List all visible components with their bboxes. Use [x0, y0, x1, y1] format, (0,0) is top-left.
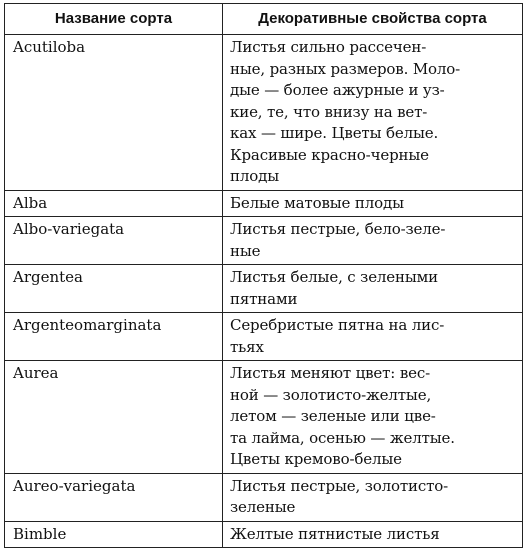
table-row: [5, 361, 523, 474]
header-decorative-properties: Декоративные свойства сорта: [223, 4, 523, 35]
description-line: зеленые: [230, 498, 296, 516]
table-header: [5, 4, 523, 35]
table-body: [5, 35, 523, 548]
table-row: [5, 217, 523, 265]
description-line: Листья белые, с зелеными: [230, 268, 439, 286]
description-line: ные, разных размеров. Моло-: [230, 59, 461, 78]
table-row: [5, 265, 523, 313]
description-line: Цветы кремово-белые: [230, 450, 402, 468]
description-line: Красивые красно-черные: [230, 145, 429, 164]
cultivar-name-cell: Alba: [5, 190, 223, 217]
decorative-properties-cell: [223, 35, 523, 191]
decorative-properties-cell: [223, 265, 523, 313]
cultivar-name-cell: Bimble: [5, 521, 223, 548]
header-cultivar-name: Название сорта: [5, 4, 223, 35]
decorative-properties-cell: [223, 217, 523, 265]
description-line: ной — золотисто-желтые,: [230, 385, 432, 404]
description-line: Белые матовые плоды: [230, 193, 404, 212]
table-row: [5, 313, 523, 361]
decorative-properties-cell: [223, 313, 523, 361]
cultivar-table: [4, 3, 523, 548]
cultivar-name-cell: Acutiloba: [5, 35, 223, 191]
table-row: [5, 473, 523, 521]
description-line: Листья меняют цвет: вес-: [230, 364, 431, 382]
description-line: дые — более ажурные и уз-: [230, 81, 445, 99]
cultivar-name-cell: Albo-variegata: [5, 217, 223, 265]
description-line: Серебристые пятна на лис-: [230, 316, 445, 334]
table-row: [5, 521, 523, 548]
decorative-properties-cell: [223, 361, 523, 474]
cultivar-name-cell: Argentea: [5, 265, 223, 313]
decorative-properties-cell: [223, 473, 523, 521]
description-line: Листья сильно рассечен-: [230, 38, 427, 56]
description-line: Листья пестрые, бело-зеле-: [230, 220, 446, 238]
description-line: кие, те, что внизу на вет-: [230, 102, 428, 121]
description-line: та лайма, осенью — желтые.: [230, 428, 455, 447]
description-line: Желтые пятнистые листья: [230, 524, 440, 543]
description-line: Листья пестрые, золотисто-: [230, 476, 449, 495]
cultivar-name-cell: Argenteomarginata: [5, 313, 223, 361]
description-line: пятнами: [230, 289, 298, 308]
description-line: тьях: [230, 337, 264, 356]
description-line: ках — шире. Цветы белые.: [230, 124, 439, 142]
decorative-properties-cell: [223, 521, 523, 548]
table-row: [5, 190, 523, 217]
decorative-properties-cell: [223, 190, 523, 217]
description-line: плоды: [230, 167, 279, 185]
description-line: ные: [230, 241, 261, 260]
description-line: летом — зеленые или цве-: [230, 407, 436, 425]
page-content: [4, 3, 522, 548]
cultivar-name-cell: Aureo-variegata: [5, 473, 223, 521]
table-row: [5, 35, 523, 191]
header-row: [5, 4, 523, 35]
cultivar-name-cell: Aurea: [5, 361, 223, 474]
